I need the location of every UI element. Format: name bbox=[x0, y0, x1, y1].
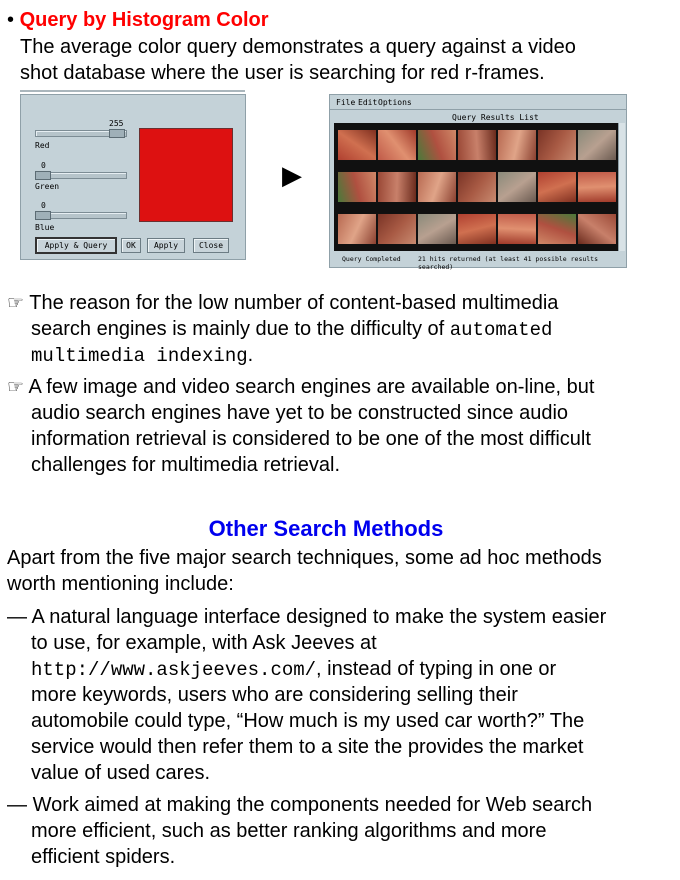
note-1-line-2 bbox=[31, 316, 552, 343]
item-1-line-3 bbox=[31, 656, 556, 683]
item-1-line-7: value of used cares. bbox=[31, 762, 210, 784]
green-slider-thumb[interactable] bbox=[35, 211, 51, 220]
menu-file[interactable]: File bbox=[336, 98, 356, 107]
result-thumbnail[interactable] bbox=[457, 171, 497, 203]
note-2-line-2: audio search engines have yet to be constructed since audio bbox=[31, 402, 569, 424]
item-1-line-2: to use, for example, with Ask Jeeves at bbox=[31, 632, 377, 654]
panel-top-rule bbox=[20, 90, 245, 92]
section2-heading bbox=[0, 516, 652, 542]
section1-intro-line-2: shot database where the user is searching for red r-frames. bbox=[20, 62, 545, 84]
results-menubar bbox=[330, 95, 626, 110]
red-slider-thumb[interactable] bbox=[35, 171, 51, 180]
askjeeves-url-link[interactable]: http://www.askjeeves.com/ bbox=[31, 659, 317, 681]
result-thumbnail[interactable] bbox=[337, 213, 377, 245]
top-slider-thumb[interactable] bbox=[109, 129, 125, 138]
color-swatch bbox=[139, 128, 233, 222]
result-thumbnail[interactable] bbox=[497, 129, 537, 161]
result-thumbnail[interactable] bbox=[337, 129, 377, 161]
note-2-line-3: information retrieval is considered to be one of the most difficult bbox=[31, 428, 591, 450]
item-2-line-1 bbox=[7, 792, 592, 818]
note-2-text-1: A few image and video search engines are available on-line, but bbox=[28, 376, 595, 398]
note-1-code-2: multimedia indexing bbox=[31, 345, 248, 367]
result-thumbnail[interactable] bbox=[537, 129, 577, 161]
close-button[interactable]: Close bbox=[193, 238, 229, 253]
results-scrollbar[interactable] bbox=[618, 123, 625, 251]
note-1-code-1: automated bbox=[449, 319, 553, 341]
color-query-panel bbox=[20, 94, 246, 260]
red-value: 0 bbox=[41, 161, 46, 170]
note-2-line-1 bbox=[7, 374, 594, 401]
item-1-line-5: automobile could type, “How much is my used car worth?” The bbox=[31, 710, 585, 732]
green-value: 0 bbox=[41, 201, 46, 210]
result-thumbnail[interactable] bbox=[337, 171, 377, 203]
pointing-hand-icon: ☞ bbox=[7, 377, 25, 398]
results-list-title: Query Results List bbox=[452, 113, 539, 122]
query-results-window bbox=[329, 94, 627, 271]
results-thumbnail-grid bbox=[334, 123, 618, 251]
note-1-line-1 bbox=[7, 290, 558, 317]
note-1-text-2: search engines is mainly due to the difficulty of bbox=[31, 318, 450, 340]
result-thumbnail[interactable] bbox=[377, 213, 417, 245]
result-thumbnail[interactable] bbox=[377, 171, 417, 203]
section2-intro-line-2: worth mentioning include: bbox=[7, 573, 234, 595]
item-1-line-4: more keywords, users who are considering selling their bbox=[31, 684, 518, 706]
result-thumbnail[interactable] bbox=[497, 213, 537, 245]
item-1-line-6: service would then refer them to a site the provides the market bbox=[31, 736, 584, 758]
item-1-line-1 bbox=[7, 604, 606, 630]
note-1-line-3 bbox=[31, 342, 253, 369]
bullet: • bbox=[7, 9, 15, 31]
section2-title: Other Search Methods bbox=[208, 516, 444, 541]
result-thumbnail[interactable] bbox=[537, 171, 577, 203]
result-thumbnail[interactable] bbox=[577, 213, 617, 245]
result-thumbnail[interactable] bbox=[537, 213, 577, 245]
result-thumbnail[interactable] bbox=[377, 129, 417, 161]
section2-intro-line-1: Apart from the five major search techniques, some ad hoc methods bbox=[7, 547, 602, 569]
dash-icon: — bbox=[7, 794, 27, 816]
result-thumbnail[interactable] bbox=[417, 171, 457, 203]
result-thumbnail[interactable] bbox=[457, 213, 497, 245]
note-1-text-1: The reason for the low number of content-based multimedia bbox=[29, 292, 559, 314]
result-thumbnail[interactable] bbox=[457, 129, 497, 161]
note-2-line-4: challenges for multimedia retrieval. bbox=[31, 454, 341, 476]
blue-label: Blue bbox=[35, 223, 55, 232]
item-1-text-3: , instead of typing in one or bbox=[316, 658, 557, 680]
item-2-line-2: more efficient, such as better ranking algorithms and more bbox=[31, 820, 547, 842]
dash-icon: — bbox=[7, 606, 27, 628]
arrow-right-icon: ▶ bbox=[282, 160, 302, 190]
section1-intro-line-1: The average color query demonstrates a query against a video bbox=[20, 36, 576, 58]
ok-button[interactable]: OK bbox=[121, 238, 141, 253]
result-thumbnail[interactable] bbox=[417, 129, 457, 161]
result-thumbnail[interactable] bbox=[497, 171, 537, 203]
note-1-suffix: . bbox=[247, 344, 254, 366]
item-2-text-1: Work aimed at making the components needed for Web search bbox=[32, 794, 593, 816]
section1-title: Query by Histogram Color bbox=[19, 9, 269, 31]
slider-top-value: 255 bbox=[109, 119, 124, 128]
result-thumbnail[interactable] bbox=[417, 213, 457, 245]
result-thumbnail[interactable] bbox=[577, 129, 617, 161]
item-1-text-1: A natural language interface designed to make the system easier bbox=[31, 606, 607, 628]
section1-heading bbox=[7, 7, 269, 33]
green-label: Green bbox=[35, 182, 60, 191]
status-right: 21 hits returned (at least 41 possible results searched) bbox=[418, 255, 599, 271]
pointing-hand-icon: ☞ bbox=[7, 293, 25, 314]
status-left: Query Completed bbox=[342, 255, 401, 263]
menu-edit[interactable]: Edit bbox=[358, 98, 378, 107]
red-label: Red bbox=[35, 141, 50, 150]
result-thumbnail[interactable] bbox=[577, 171, 617, 203]
menu-options[interactable]: Options bbox=[378, 98, 412, 107]
apply-button[interactable]: Apply bbox=[147, 238, 185, 253]
item-2-line-3: efficient spiders. bbox=[31, 846, 176, 868]
apply-and-query-button[interactable]: Apply & Query bbox=[35, 237, 117, 254]
